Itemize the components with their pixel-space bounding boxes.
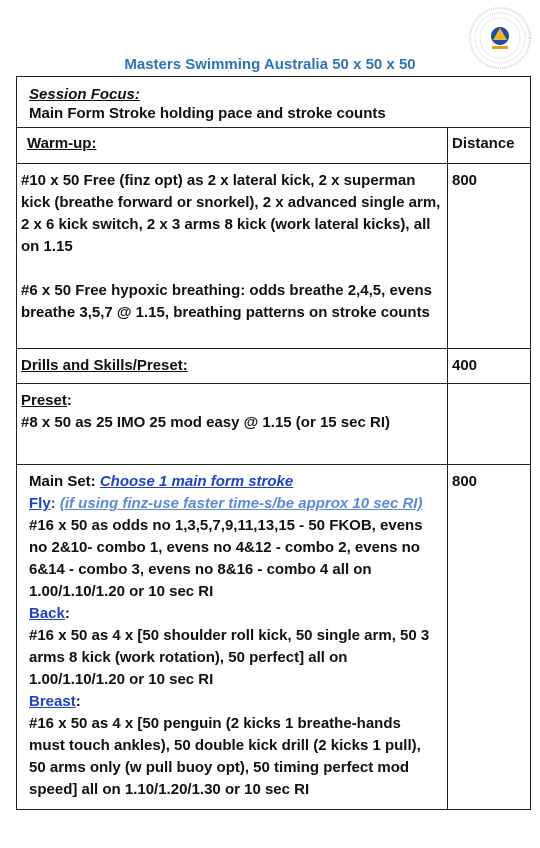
drills-label: Drills and Skills/Preset: bbox=[21, 357, 188, 374]
warmup-row bbox=[17, 164, 531, 349]
preset-label: Preset bbox=[21, 392, 67, 409]
main-set-label: Main Set: bbox=[29, 473, 100, 490]
page-title: Masters Swimming Australia 50 x 50 x 50 bbox=[124, 56, 416, 73]
session-focus-cell bbox=[17, 77, 531, 128]
fly-colon: : bbox=[50, 495, 60, 512]
table-header-row bbox=[17, 128, 531, 164]
warmup-distance-cell bbox=[448, 164, 531, 349]
preset-distance-cell bbox=[448, 384, 531, 465]
warmup-header-label: Warm-up: bbox=[27, 135, 97, 152]
back-link[interactable]: Back bbox=[29, 605, 65, 622]
drills-distance-cell bbox=[448, 349, 531, 384]
preset-text: #8 x 50 as 25 IMO 25 mod easy @ 1.15 (or 15 sec RI) bbox=[21, 414, 390, 431]
distance-header-cell bbox=[448, 128, 531, 164]
preset-content-cell bbox=[17, 384, 448, 465]
session-focus-text: Main Form Stroke holding pace and stroke counts bbox=[29, 105, 386, 122]
session-table bbox=[16, 76, 531, 810]
fly-set-text: #16 x 50 as odds no 1,3,5,7,9,11,13,15 - 50 FKOB, evens no 2&10- combo 1, evens no 4&12 - combo 2, evens no 6&14 - combo 3, evens no 8&16 - combo 4 all on 1.00/1.10/1.20 or 10 sec RI bbox=[29, 517, 423, 600]
back-colon: : bbox=[64, 605, 70, 622]
warmup-content-cell bbox=[17, 164, 448, 349]
distance-header-label: Distance bbox=[452, 135, 515, 152]
session-focus-row bbox=[17, 77, 531, 128]
breast-link[interactable]: Breast bbox=[29, 693, 76, 710]
preset-colon: : bbox=[66, 392, 72, 409]
breast-colon: : bbox=[75, 693, 81, 710]
session-focus-label: Session Focus: bbox=[29, 86, 140, 103]
warmup-header-cell bbox=[17, 128, 448, 164]
choose-stroke-link[interactable]: Choose 1 main form stroke bbox=[99, 473, 294, 490]
warmup-paragraph-1: #10 x 50 Free (finz opt) as 2 x lateral kick, 2 x superman kick (breathe forward or snorkel), 2 x advanced single arm, 2 x 6 kick switch, 2 x 3 arms 8 kick (work lateral kicks), all on 1.15 bbox=[21, 172, 441, 255]
drills-row bbox=[17, 349, 531, 384]
back-set-text: #16 x 50 as 4 x [50 shoulder roll kick, 50 single arm, 50 3 arms 8 kick (work rotation), 50 perfect] all on 1.00/1.10/1.20 or 10 sec RI bbox=[29, 627, 430, 688]
drills-label-cell bbox=[17, 349, 448, 384]
fly-note-link[interactable]: (if using finz-use faster time-s/be approx 10 sec RI) bbox=[59, 495, 423, 512]
main-set-row bbox=[17, 465, 531, 810]
main-set-distance: 800 bbox=[452, 473, 478, 490]
warmup-distance: 800 bbox=[452, 172, 478, 189]
breast-set-text: #16 x 50 as 4 x [50 penguin (2 kicks 1 breathe-hands must touch ankles), 50 double kick drill (2 kicks 1 pull), 50 arms only (w pull buoy opt), 50 timing perfect mod speed] all on 1.10/1.20/1.30 or 10 sec RI bbox=[29, 715, 421, 798]
drills-distance: 400 bbox=[452, 357, 478, 374]
fly-link[interactable]: Fly bbox=[29, 495, 51, 512]
main-set-distance-cell bbox=[448, 465, 531, 810]
main-set-content-cell bbox=[17, 465, 448, 810]
preset-row bbox=[17, 384, 531, 465]
warmup-paragraph-2: #6 x 50 Free hypoxic breathing: odds breathe 2,4,5, evens breathe 3,5,7 @ 1.15, breathing patterns on stroke counts bbox=[21, 282, 432, 321]
